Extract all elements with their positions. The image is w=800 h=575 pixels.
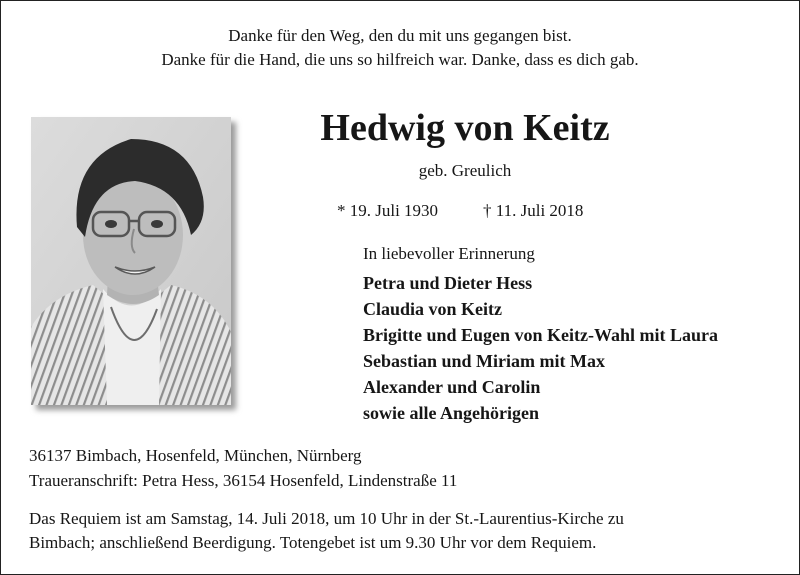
mourner: sowie alle Angehörigen bbox=[363, 403, 539, 423]
mourner: Claudia von Keitz bbox=[363, 299, 503, 319]
mourner: Sebastian und Miriam mit Max bbox=[363, 351, 606, 371]
deceased-name: Hedwig von Keitz bbox=[320, 107, 610, 149]
requiem-notice bbox=[29, 507, 624, 555]
death-date: † 11. Juli 2018 bbox=[483, 201, 584, 220]
poem-line-1: Danke für den Weg, den du mit uns gegangen bist. bbox=[228, 26, 572, 45]
poem bbox=[0, 24, 800, 72]
mourner: Brigitte und Eugen von Keitz-Wahl mit Laura bbox=[363, 325, 719, 345]
family-locations: 36137 Bimbach, Hosenfeld, München, Nürnberg bbox=[29, 446, 362, 465]
maiden-name: geb. Greulich bbox=[418, 161, 512, 180]
mourner: Alexander und Carolin bbox=[363, 377, 541, 397]
portrait-photo bbox=[31, 117, 231, 405]
mourner: Petra und Dieter Hess bbox=[363, 273, 533, 293]
portrait-illustration bbox=[31, 117, 231, 405]
requiem-line-2: Bimbach; anschließend Beerdigung. Totengebet ist um 9.30 Uhr vor dem Requiem. bbox=[29, 533, 597, 552]
mourning-address: Traueranschrift: Petra Hess, 36154 Hosenfeld, Lindenstraße 11 bbox=[29, 471, 458, 490]
mourners-list bbox=[363, 270, 718, 426]
birth-date: * 19. Juli 1930 bbox=[337, 201, 439, 220]
poem-line-2: Danke für die Hand, die uns so hilfreich war. Danke, dass es dich gab. bbox=[161, 50, 639, 69]
requiem-line-1: Das Requiem ist am Samstag, 14. Juli 2018, um 10 Uhr in der St.-Laurentius-Kirche zu bbox=[29, 509, 624, 528]
memory-line: In liebevoller Erinnerung bbox=[363, 244, 535, 263]
